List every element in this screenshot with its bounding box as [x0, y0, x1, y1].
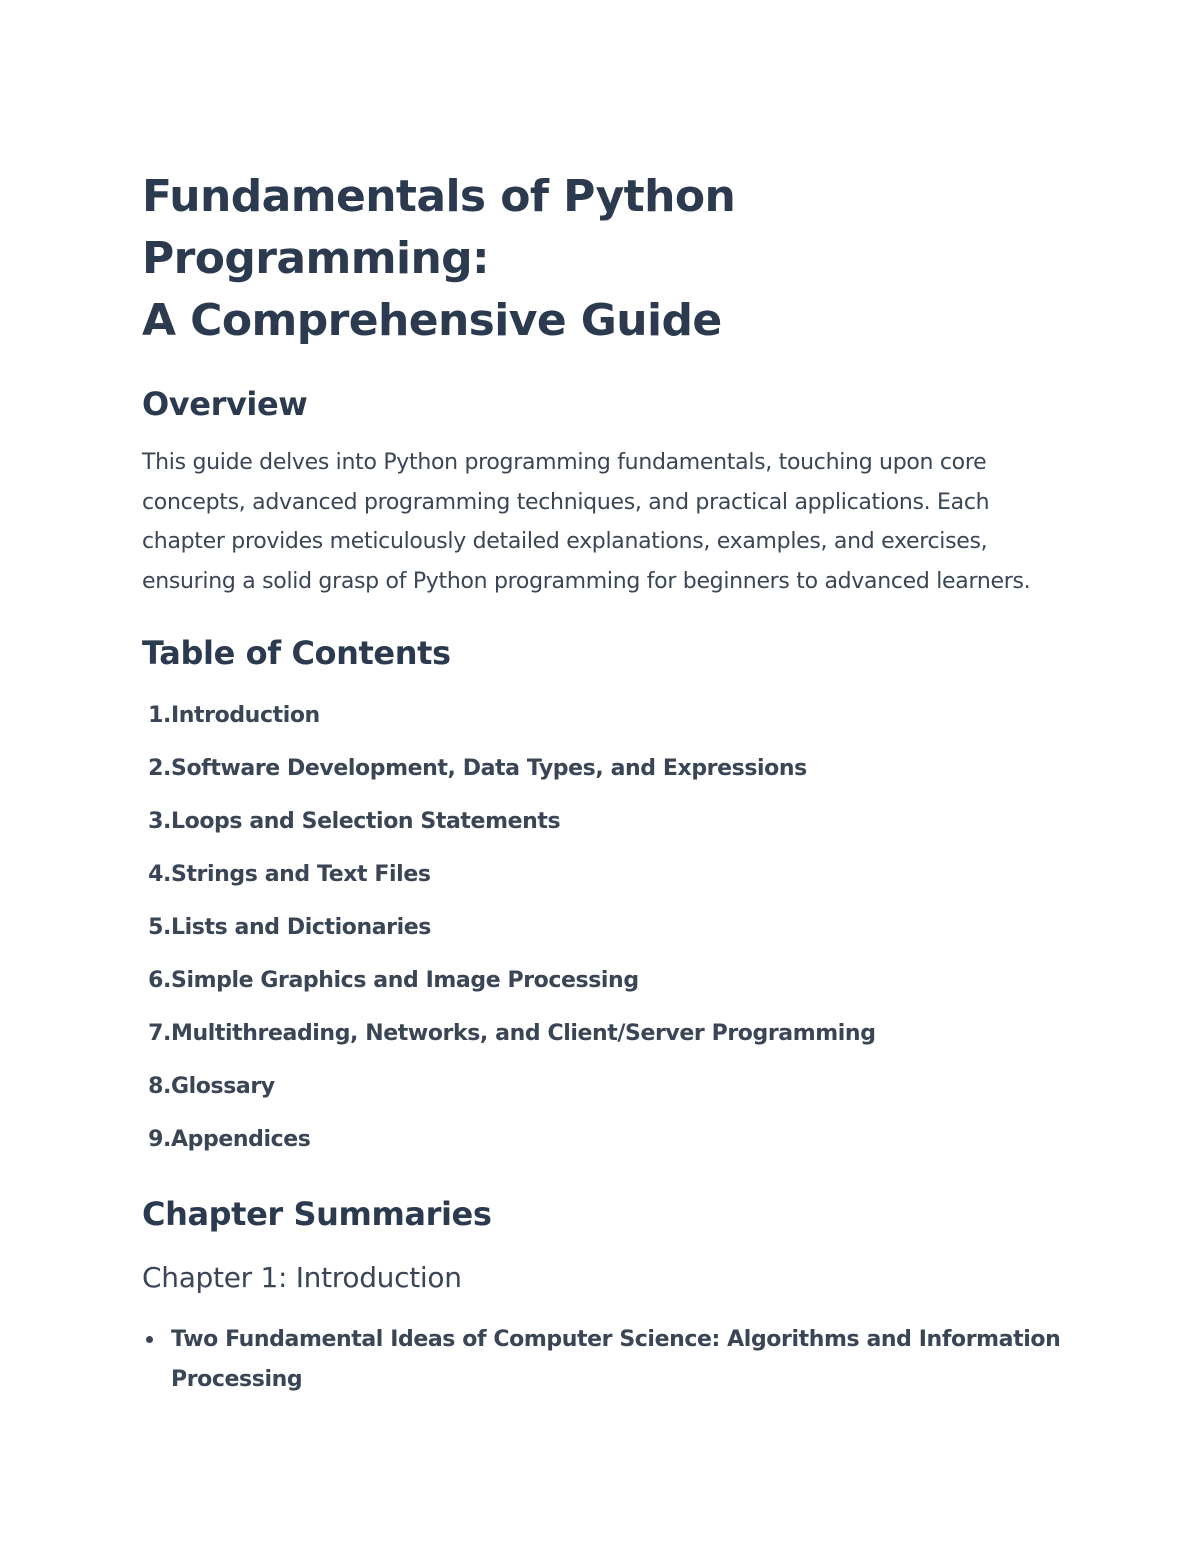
toc-item-number: 5.: [148, 915, 171, 940]
toc-item-label: Appendices: [171, 1127, 311, 1152]
toc-item-number: 3.: [148, 809, 171, 834]
toc-item-label: Simple Graphics and Image Processing: [171, 968, 639, 993]
document-title: [142, 166, 1062, 352]
chapter-1-heading: Chapter 1: Introduction: [142, 1261, 462, 1294]
toc-item-number: 8.: [148, 1074, 171, 1099]
toc-list: [142, 689, 1062, 1166]
bullet-dot-icon: [142, 1320, 171, 1399]
toc-item-multithreading: [142, 1007, 1062, 1060]
toc-item-introduction: [142, 689, 1062, 742]
toc-item-software-development: [142, 742, 1062, 795]
toc-item-number: 9.: [148, 1127, 171, 1152]
document-page: [142, 166, 1062, 1399]
title-line-1: Fundamentals of Python Programming:: [142, 171, 736, 284]
toc-item-label: Software Development, Data Types, and Expressions: [171, 756, 807, 781]
toc-item-loops: [142, 795, 1062, 848]
toc-item-label: Loops and Selection Statements: [171, 809, 561, 834]
toc-item-label: Multithreading, Networks, and Client/Server Programming: [171, 1021, 876, 1046]
toc-item-label: Introduction: [171, 703, 320, 728]
toc-item-number: 2.: [148, 756, 171, 781]
bullet-text: Two Fundamental Ideas of Computer Science: Algorithms and Information Processing: [171, 1327, 1061, 1392]
toc-item-number: 7.: [148, 1021, 171, 1046]
toc-item-label: Glossary: [171, 1074, 275, 1099]
toc-item-number: 6.: [148, 968, 171, 993]
toc-item-number: 1.: [148, 703, 171, 728]
toc-item-label: Lists and Dictionaries: [171, 915, 431, 940]
toc-item-label: Strings and Text Files: [171, 862, 431, 887]
toc-item-lists: [142, 901, 1062, 954]
toc-heading: Table of Contents: [142, 634, 451, 672]
bullet-item: [142, 1320, 1062, 1399]
title-line-2: A Comprehensive Guide: [142, 295, 722, 346]
toc-item-glossary: [142, 1060, 1062, 1113]
overview-paragraph: This guide delves into Python programming fundamentals, touching upon core concepts, advanced programming techniques, and practical applications. Each chapter provides meticulously detailed explanations, examples, and exercises, ensuring a solid grasp of Python programming for beginners to advanced learners.: [142, 450, 1031, 594]
overview-heading: Overview: [142, 385, 308, 423]
toc-item-appendices: [142, 1113, 1062, 1166]
chapter-1-bullets: [142, 1320, 1062, 1399]
chapter-summaries-heading: Chapter Summaries: [142, 1195, 492, 1233]
toc-item-strings: [142, 848, 1062, 901]
toc-item-number: 4.: [148, 862, 171, 887]
toc-item-graphics: [142, 954, 1062, 1007]
